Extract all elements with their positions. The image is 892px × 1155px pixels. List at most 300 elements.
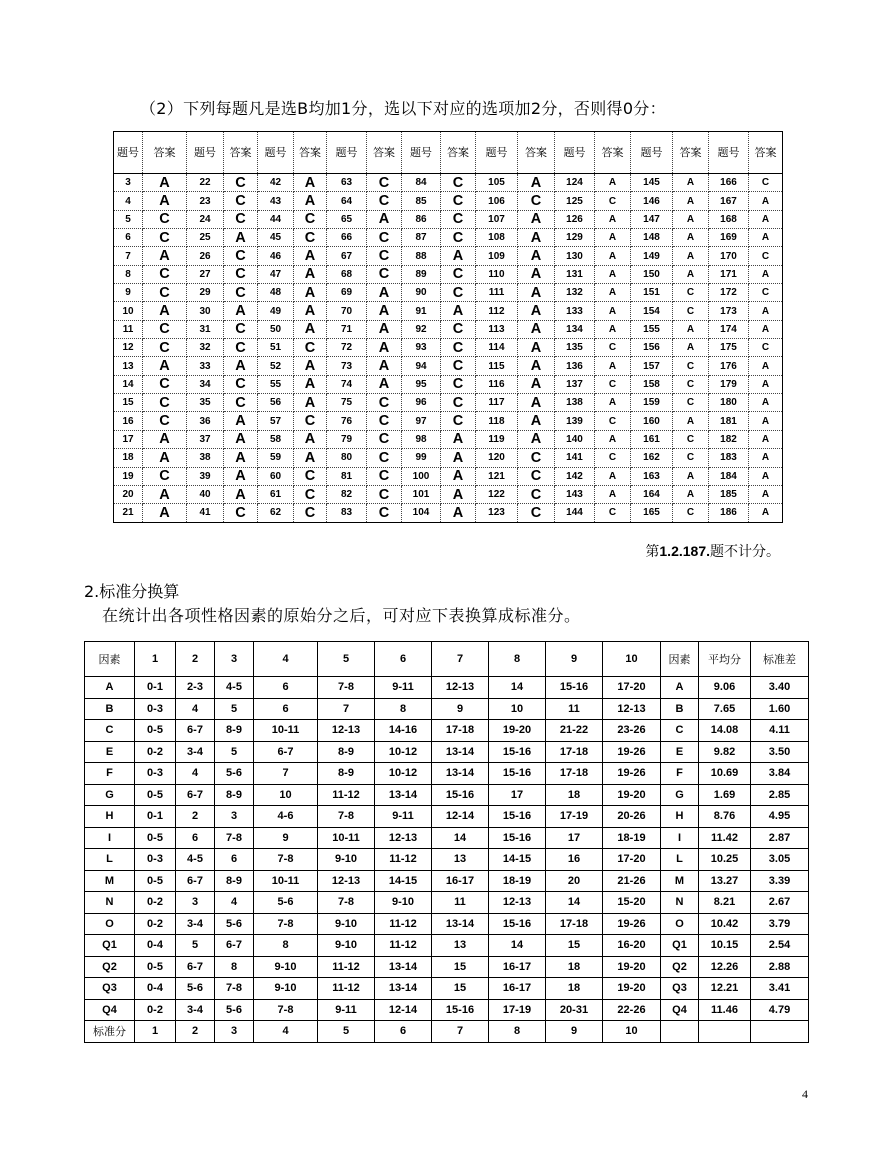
question-number-cell: 150 [631,265,673,283]
standard-score-cell: 3 [215,806,254,828]
standard-score-cell: 10-11 [254,720,318,742]
answer-key-header-row [114,132,783,174]
question-number-cell: 79 [327,430,367,448]
standard-score-cell: 5 [318,1021,375,1043]
standard-score-row [85,827,809,849]
standard-score-header-cell: 因素 [661,642,699,677]
answer-cell: A [673,339,709,357]
answer-cell: A [224,485,258,503]
standard-score-cell: 0-4 [135,935,176,957]
standard-score-cell: 9-11 [318,999,375,1021]
question-number-cell: 142 [555,467,595,485]
standard-score-cell: 10-11 [254,870,318,892]
standard-score-cell: 0-2 [135,913,176,935]
question-number-cell: 46 [258,247,294,265]
standard-score-cell: 18-19 [603,827,661,849]
standard-score-row [85,763,809,785]
section-title: （2）下列每题凡是选B均加1分，选以下对应的选项加2分，否则得0分： [140,99,666,118]
answer-cell: C [441,412,476,430]
question-number-cell: 120 [476,449,518,467]
standard-score-cell [661,1021,699,1043]
standard-score-cell: 15-20 [603,892,661,914]
question-number-cell: 60 [258,467,294,485]
answer-cell: C [518,504,555,522]
answer-cell: C [224,265,258,283]
answer-cell: A [749,430,783,448]
standard-score-cell: 7 [254,763,318,785]
answer-key-row [114,302,783,320]
answer-key-table [113,131,783,523]
answer-cell: C [367,467,402,485]
answer-cell: A [224,302,258,320]
standard-score-cell: Q2 [85,956,135,978]
answer-key-row [114,375,783,393]
standard-score-cell: 2 [176,806,215,828]
standard-score-cell: 3-4 [176,741,215,763]
standard-score-cell: 7 [432,1021,489,1043]
standard-score-table [84,641,809,1043]
standard-score-cell: 15-16 [489,763,546,785]
standard-score-cell: 6 [215,849,254,871]
standard-score-cell: 6-7 [176,784,215,806]
question-number-cell: 181 [709,412,749,430]
question-number-cell: 59 [258,449,294,467]
answer-cell: C [367,174,402,192]
question-number-cell: 69 [327,284,367,302]
question-number-cell: 104 [402,504,441,522]
question-number-cell: 164 [631,485,673,503]
standard-score-cell: 10-11 [318,827,375,849]
standard-score-cell: 9-11 [375,677,432,699]
question-number-cell: 113 [476,320,518,338]
answer-cell: A [224,412,258,430]
section-paragraph: 在统计出各项性格因素的原始分之后，可对应下表换算成标准分。 [102,606,581,625]
answer-cell: A [518,284,555,302]
question-number-cell: 39 [187,467,224,485]
question-number-cell: 135 [555,339,595,357]
standard-score-cell: 18-19 [489,870,546,892]
answer-cell: C [749,174,783,192]
standard-score-cell: 10 [254,784,318,806]
answer-header: 答案 [749,132,783,174]
standard-score-cell: M [85,870,135,892]
question-number-cell: 160 [631,412,673,430]
answer-cell: C [224,320,258,338]
question-number-header: 题号 [555,132,595,174]
standard-score-cell: 12-13 [318,720,375,742]
answer-cell: C [367,192,402,210]
standard-score-cell: A [85,677,135,699]
standard-score-cell: 12-13 [375,827,432,849]
answer-cell: C [367,394,402,412]
answer-cell: C [673,284,709,302]
standard-score-cell: 18 [546,956,603,978]
standard-score-cell: 19-20 [489,720,546,742]
standard-score-cell: 3-4 [176,999,215,1021]
standard-score-cell: 标准分 [85,1021,135,1043]
answer-cell: A [441,430,476,448]
answer-cell: C [673,449,709,467]
answer-cell: C [441,265,476,283]
question-number-cell: 186 [709,504,749,522]
standard-score-cell: 8 [489,1021,546,1043]
answer-header: 答案 [224,132,258,174]
question-number-cell: 163 [631,467,673,485]
answer-cell: A [224,357,258,375]
standard-score-cell: 0-2 [135,999,176,1021]
standard-score-header-cell: 平均分 [699,642,751,677]
standard-score-cell: 7-8 [318,806,375,828]
standard-score-cell: 14-16 [375,720,432,742]
answer-header: 答案 [294,132,327,174]
answer-cell: C [673,375,709,393]
standard-score-cell: M [661,870,699,892]
standard-score-cell: 11 [432,892,489,914]
standard-score-cell: 7-8 [215,827,254,849]
question-number-cell: 7 [114,247,143,265]
standard-score-cell: 18 [546,978,603,1000]
answer-cell: A [143,430,187,448]
question-number-cell: 111 [476,284,518,302]
answer-cell: A [441,504,476,522]
answer-cell: A [673,192,709,210]
question-number-header: 题号 [258,132,294,174]
answer-cell: C [224,375,258,393]
standard-score-cell: 19-26 [603,913,661,935]
standard-score-cell: 12.21 [699,978,751,1000]
standard-score-cell: 17-18 [546,763,603,785]
question-number-cell: 165 [631,504,673,522]
standard-score-cell: N [85,892,135,914]
standard-score-cell: 11 [546,698,603,720]
standard-score-row [85,870,809,892]
answer-cell: C [518,449,555,467]
answer-key-row [114,210,783,228]
standard-score-cell: 7-8 [254,913,318,935]
question-number-cell: 173 [709,302,749,320]
standard-score-cell: G [85,784,135,806]
question-number-cell: 105 [476,174,518,192]
standard-score-cell: 12-13 [603,698,661,720]
standard-score-cell: 17-20 [603,849,661,871]
standard-score-cell: 14 [432,827,489,849]
question-number-cell: 10 [114,302,143,320]
question-number-cell: 101 [402,485,441,503]
standard-score-cell: 23-26 [603,720,661,742]
answer-cell: C [441,174,476,192]
standard-score-cell: 0-5 [135,720,176,742]
question-number-cell: 118 [476,412,518,430]
question-number-cell: 115 [476,357,518,375]
question-number-cell: 166 [709,174,749,192]
answer-cell: A [143,174,187,192]
answer-cell: A [294,430,327,448]
standard-score-header-cell: 2 [176,642,215,677]
answer-cell: C [441,320,476,338]
answer-cell: C [143,320,187,338]
answer-cell: A [143,357,187,375]
answer-cell: A [367,357,402,375]
footnote-numbers: 1.2.187. [659,543,710,559]
question-number-cell: 65 [327,210,367,228]
standard-score-cell: 2.67 [751,892,809,914]
footnote-suffix: 题不计分。 [710,544,780,560]
question-number-cell: 145 [631,174,673,192]
standard-score-cell: 14 [489,935,546,957]
standard-score-cell: 15 [432,956,489,978]
standard-score-cell: 5 [215,741,254,763]
answer-cell: C [673,430,709,448]
answer-cell: C [518,485,555,503]
standard-score-cell: 4.79 [751,999,809,1021]
question-number-header: 题号 [476,132,518,174]
question-number-cell: 87 [402,229,441,247]
standard-score-cell: 9.82 [699,741,751,763]
standard-score-cell: 3 [176,892,215,914]
answer-header: 答案 [595,132,631,174]
question-number-cell: 9 [114,284,143,302]
standard-score-cell: 4-6 [254,806,318,828]
answer-key-row [114,357,783,375]
answer-header: 答案 [518,132,555,174]
answer-cell: A [294,174,327,192]
standard-score-cell: 17-19 [489,999,546,1021]
answer-cell: C [367,485,402,503]
standard-score-cell: 2-3 [176,677,215,699]
standard-score-cell: 15-16 [546,677,603,699]
standard-score-cell: 3.05 [751,849,809,871]
standard-score-cell: 5-6 [215,763,254,785]
section-heading: 2.标准分换算 [84,582,180,601]
standard-score-cell: 21-26 [603,870,661,892]
standard-score-cell: 4 [176,698,215,720]
question-number-cell: 146 [631,192,673,210]
standard-score-cell: 20 [546,870,603,892]
answer-cell: C [143,375,187,393]
question-number-cell: 34 [187,375,224,393]
question-number-cell: 27 [187,265,224,283]
answer-cell: C [367,229,402,247]
standard-score-cell: 8.76 [699,806,751,828]
question-number-cell: 95 [402,375,441,393]
standard-score-cell: 10.15 [699,935,751,957]
answer-cell: C [143,229,187,247]
standard-score-cell: 3.84 [751,763,809,785]
standard-score-row [85,978,809,1000]
standard-score-header-cell: 7 [432,642,489,677]
answer-cell: A [749,302,783,320]
answer-cell: A [518,430,555,448]
answer-header: 答案 [673,132,709,174]
standard-score-cell: B [661,698,699,720]
standard-score-cell: 17 [489,784,546,806]
answer-cell: A [595,229,631,247]
standard-score-cell: 16-20 [603,935,661,957]
question-number-cell: 121 [476,467,518,485]
answer-key-row [114,247,783,265]
answer-cell: A [749,229,783,247]
answer-cell: A [224,467,258,485]
question-number-cell: 4 [114,192,143,210]
standard-score-cell: 9-10 [318,913,375,935]
question-number-cell: 170 [709,247,749,265]
answer-cell: A [749,412,783,430]
standard-score-cell: 11-12 [318,956,375,978]
standard-score-cell: I [661,827,699,849]
answer-cell: C [595,504,631,522]
standard-score-cell: 9 [254,827,318,849]
question-number-cell: 183 [709,449,749,467]
answer-cell: C [441,210,476,228]
standard-score-cell: 3 [215,1021,254,1043]
standard-score-cell: 16-17 [489,978,546,1000]
answer-cell: A [294,449,327,467]
standard-score-cell: 8-9 [318,741,375,763]
standard-score-cell: 14 [489,677,546,699]
standard-score-cell: O [85,913,135,935]
question-number-cell: 3 [114,174,143,192]
answer-cell: A [224,430,258,448]
standard-score-cell: 5-6 [254,892,318,914]
footnote-prefix: 第 [645,544,660,560]
standard-score-cell: L [85,849,135,871]
standard-score-cell: 14-15 [489,849,546,871]
standard-score-cell: 17-18 [546,741,603,763]
answer-cell: C [224,394,258,412]
answer-cell: A [294,394,327,412]
standard-score-cell: 13-14 [375,956,432,978]
standard-score-cell: 9-10 [254,978,318,1000]
standard-score-row [85,935,809,957]
answer-cell: C [143,467,187,485]
standard-score-cell: 12-14 [375,999,432,1021]
footnote [645,541,780,561]
answer-cell: C [294,485,327,503]
answer-key-row [114,485,783,503]
standard-score-cell: 6-7 [176,956,215,978]
standard-score-cell: B [85,698,135,720]
answer-cell: A [294,265,327,283]
question-number-cell: 41 [187,504,224,522]
standard-score-cell: 13 [432,935,489,957]
answer-cell: A [367,320,402,338]
answer-cell: A [673,320,709,338]
standard-score-cell: 9-10 [318,935,375,957]
standard-score-header-cell: 4 [254,642,318,677]
standard-score-cell: 11-12 [318,978,375,1000]
answer-cell: A [749,192,783,210]
question-number-cell: 84 [402,174,441,192]
question-number-cell: 74 [327,375,367,393]
answer-cell: C [294,210,327,228]
standard-score-row [85,784,809,806]
standard-score-cell: 5-6 [176,978,215,1000]
answer-cell: C [441,192,476,210]
standard-score-cell: 3.79 [751,913,809,935]
question-number-cell: 161 [631,430,673,448]
question-number-cell: 106 [476,192,518,210]
standard-score-cell: 9-11 [375,806,432,828]
answer-cell: A [441,302,476,320]
answer-cell: A [595,357,631,375]
answer-cell: C [294,412,327,430]
answer-cell: A [673,467,709,485]
standard-score-cell: 9.06 [699,677,751,699]
standard-score-cell: 0-3 [135,698,176,720]
question-number-header: 题号 [709,132,749,174]
question-number-cell: 114 [476,339,518,357]
standard-score-cell: 13-14 [375,784,432,806]
answer-cell: A [143,302,187,320]
standard-score-cell: 15-16 [432,784,489,806]
standard-score-cell: A [661,677,699,699]
answer-cell: A [367,302,402,320]
answer-cell: A [749,485,783,503]
question-number-header: 题号 [187,132,224,174]
answer-cell: C [595,339,631,357]
question-number-cell: 21 [114,504,143,522]
answer-cell: C [367,265,402,283]
question-number-cell: 26 [187,247,224,265]
answer-cell: C [749,339,783,357]
question-number-cell: 12 [114,339,143,357]
answer-cell: A [143,247,187,265]
question-number-cell: 32 [187,339,224,357]
question-number-cell: 44 [258,210,294,228]
question-number-cell: 35 [187,394,224,412]
question-number-cell: 108 [476,229,518,247]
answer-key-row [114,192,783,210]
standard-score-cell: 13 [432,849,489,871]
answer-cell: C [143,210,187,228]
standard-score-cell: 3.50 [751,741,809,763]
answer-cell: A [595,174,631,192]
standard-score-cell: 14.08 [699,720,751,742]
answer-cell: A [673,265,709,283]
standard-score-cell: 0-5 [135,827,176,849]
question-number-cell: 162 [631,449,673,467]
standard-score-cell: 8-9 [215,784,254,806]
question-number-cell: 124 [555,174,595,192]
question-number-cell: 52 [258,357,294,375]
standard-score-row [85,892,809,914]
question-number-header: 题号 [631,132,673,174]
answer-key-row [114,174,783,192]
answer-cell: C [441,394,476,412]
answer-cell: A [294,247,327,265]
standard-score-cell: 11-12 [375,935,432,957]
question-number-cell: 88 [402,247,441,265]
question-number-cell: 82 [327,485,367,503]
standard-score-cell: 1.69 [699,784,751,806]
question-number-cell: 8 [114,265,143,283]
question-number-cell: 168 [709,210,749,228]
standard-score-cell: 14-15 [375,870,432,892]
standard-score-cell: 11.46 [699,999,751,1021]
standard-score-cell: C [661,720,699,742]
answer-key-row [114,412,783,430]
answer-cell: C [224,339,258,357]
answer-cell: A [749,210,783,228]
answer-cell: C [518,192,555,210]
answer-cell: C [367,412,402,430]
question-number-cell: 140 [555,430,595,448]
question-number-cell: 67 [327,247,367,265]
question-number-cell: 129 [555,229,595,247]
standard-score-cell: F [85,763,135,785]
question-number-cell: 158 [631,375,673,393]
answer-cell: A [749,449,783,467]
